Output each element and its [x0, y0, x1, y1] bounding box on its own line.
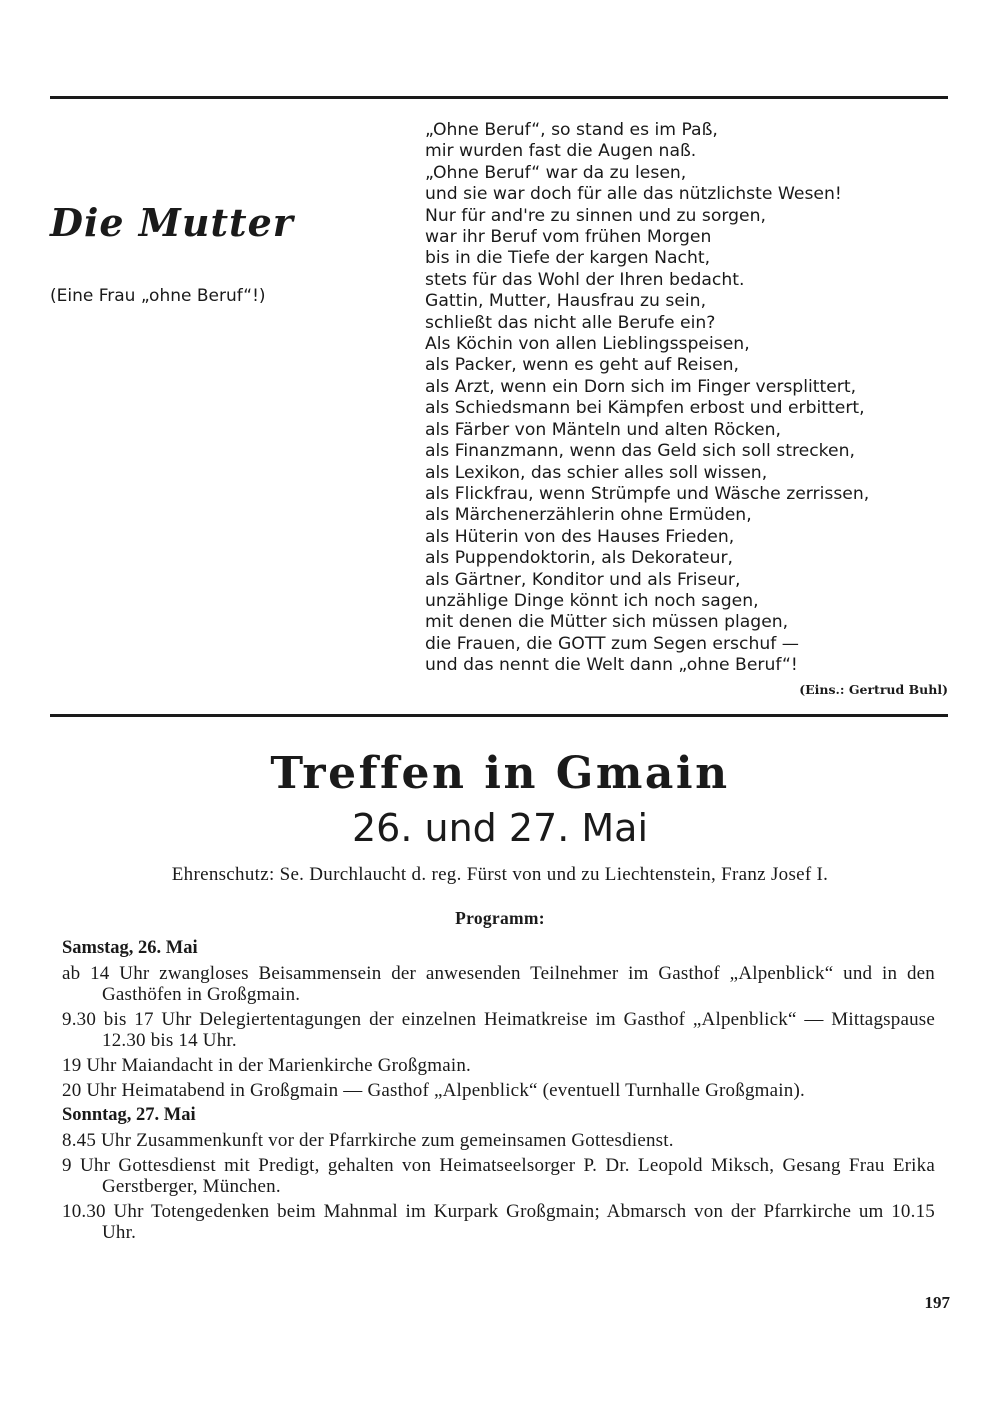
- day-heading-saturday: Samstag, 26. Mai: [62, 938, 198, 958]
- poem-credit: (Eins.: Gertrud Buhl): [799, 681, 948, 697]
- section-divider: [50, 714, 948, 717]
- program-entry: 20 Uhr Heimatabend in Großgmain — Gasthof „Alpenblick“ (eventuell Turnhalle Großgmain).: [62, 1080, 805, 1101]
- day-heading-sunday: Sonntag, 27. Mai: [62, 1105, 196, 1125]
- poem-line: als Lexikon, das schier alles soll wissen,: [425, 462, 768, 483]
- poem-line: mir wurden fast die Augen naß.: [425, 141, 697, 162]
- page-number: 197: [924, 1293, 950, 1312]
- poem-line: bis in die Tiefe der kargen Nacht,: [425, 248, 711, 269]
- poem-line: als Gärtner, Konditor und als Friseur,: [425, 569, 741, 590]
- program-entry: 19 Uhr Maiandacht in der Marienkirche Großgmain.: [62, 1055, 471, 1076]
- poem-subtitle: (Eine Frau „ohne Beruf“!): [50, 286, 266, 306]
- poem-line: als Flickfrau, wenn Strümpfe und Wäsche zerrissen,: [425, 483, 870, 504]
- poem-line: war ihr Beruf vom frühen Morgen: [425, 227, 712, 248]
- top-divider: [50, 96, 948, 99]
- program-entry: ab 14 Uhr zwangloses Beisammensein der anwesenden Teilnehmer im Gasthof „Alpenblick“ und in den Gasthöfen in Großgmain.: [62, 963, 935, 1005]
- poem-line: Als Köchin von allen Lieblingsspeisen,: [425, 334, 750, 355]
- poem-line: als Färber von Mänteln und alten Röcken,: [425, 419, 781, 440]
- poem-line: mit denen die Mütter sich müssen plagen,: [425, 612, 789, 633]
- program-entry: 9.30 bis 17 Uhr Delegiertentagungen der einzelnen Heimatkreise im Gasthof „Alpenblick“ — Mittagspause 12.30 bis 14 Uhr.: [62, 1009, 935, 1051]
- poem-line: als Schiedsmann bei Kämpfen erbost und erbittert,: [425, 398, 865, 419]
- poem-line: schließt das nicht alle Berufe ein?: [425, 312, 716, 333]
- poem-line: als Puppendoktorin, als Dekorateur,: [425, 548, 733, 569]
- poem-line: und das nennt die Welt dann „ohne Beruf“!: [425, 655, 798, 676]
- poem-line: als Märchenerzählerin ohne Ermüden,: [425, 505, 752, 526]
- poem-line: unzählige Dinge könnt ich noch sagen,: [425, 590, 759, 611]
- poem-line: und sie war doch für alle das nützlichste Wesen!: [425, 184, 842, 205]
- program-entry: 8.45 Uhr Zusammenkunft vor der Pfarrkirche zum gemeinsamen Gottesdienst.: [62, 1130, 674, 1151]
- poem-title: Die Mutter: [50, 200, 294, 245]
- poem-line: stets für das Wohl der Ihren bedacht.: [425, 269, 745, 290]
- program-heading: Programm:: [455, 908, 545, 928]
- poem-line: Nur für and're zu sinnen und zu sorgen,: [425, 205, 766, 226]
- poem-line: Gattin, Mutter, Hausfrau zu sein,: [425, 291, 707, 312]
- poem-line: die Frauen, die GOTT zum Segen erschuf —: [425, 633, 799, 654]
- patronage-line: Ehrenschutz: Se. Durchlaucht d. reg. Fürst von und zu Liechtenstein, Franz Josef I.: [171, 864, 829, 885]
- poem-line: als Arzt, wenn ein Dorn sich im Finger versplittert,: [425, 376, 857, 397]
- event-date: 26. und 27. Mai: [351, 806, 649, 850]
- event-title: Treffen in Gmain: [270, 748, 730, 799]
- poem-line: „Ohne Beruf“, so stand es im Paß,: [425, 120, 718, 140]
- program-list: [62, 934, 935, 1247]
- poem-line: als Hüterin von des Hauses Frieden,: [425, 526, 735, 547]
- program-entry: 9 Uhr Gottesdienst mit Predigt, gehalten von Heimatseelsorger P. Dr. Leopold Miksch, Gesang Frau Erika Gerstberger, München.: [62, 1155, 935, 1197]
- program-entry: 10.30 Uhr Totengedenken beim Mahnmal im Kurpark Großgmain; Abmarsch von der Pfarrkirche um 10.15 Uhr.: [62, 1201, 935, 1243]
- poem-line: als Finanzmann, wenn das Geld sich soll strecken,: [425, 441, 855, 462]
- poem-line: als Packer, wenn es geht auf Reisen,: [425, 355, 740, 376]
- poem-body: [425, 120, 960, 700]
- poem-line: „Ohne Beruf“ war da zu lesen,: [425, 162, 687, 183]
